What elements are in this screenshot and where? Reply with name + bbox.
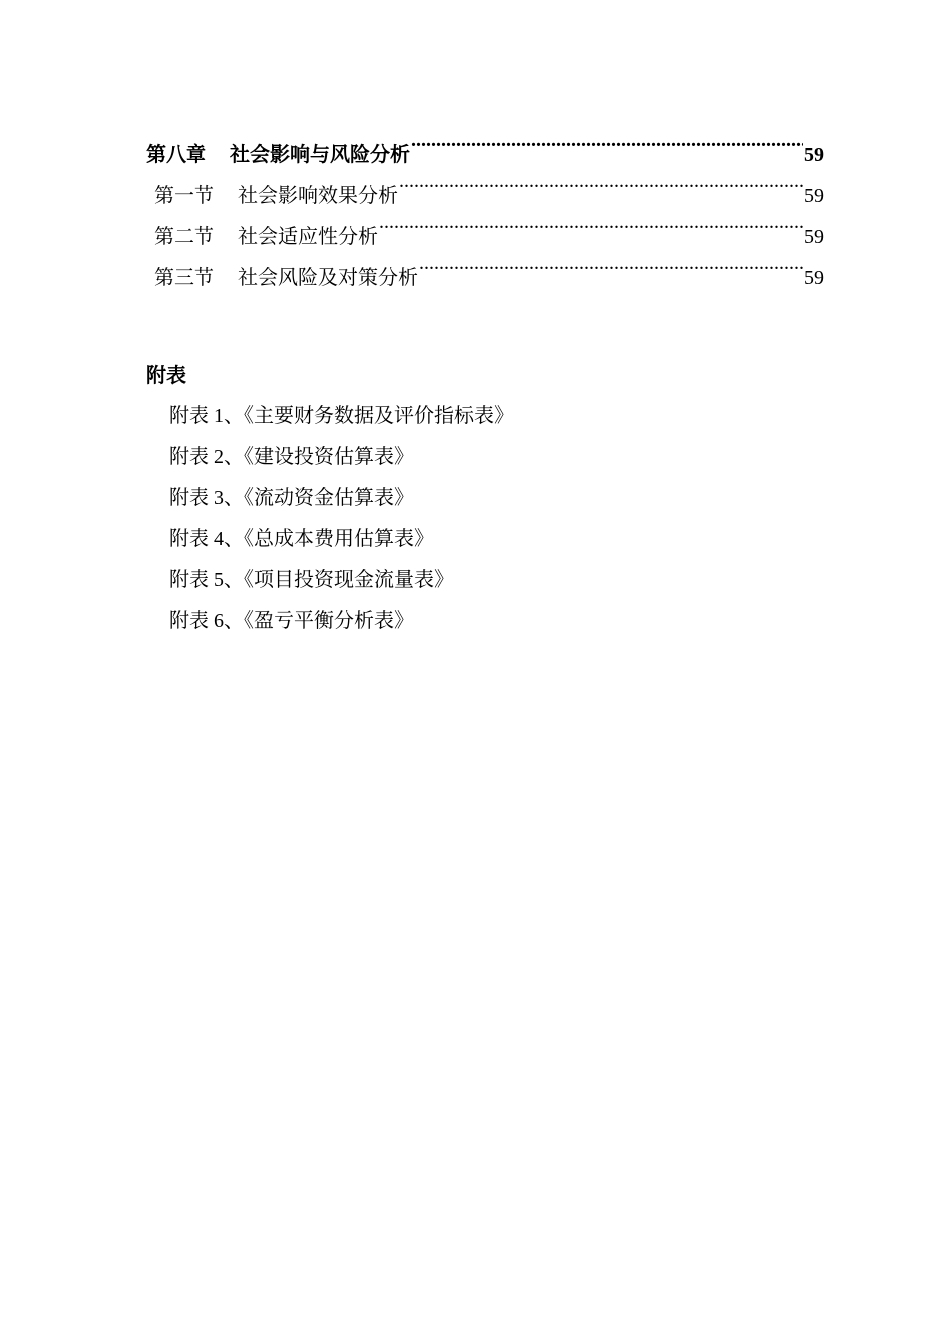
toc-section-title: 社会适应性分析 [238, 226, 378, 248]
toc-chapter-title: 社会影响与风险分析 [230, 144, 410, 166]
appendix-heading: 附表 [146, 365, 186, 387]
toc-dot-leader [419, 243, 803, 284]
toc-section-page: 59 [804, 226, 824, 248]
toc-section-number: 第二节 [154, 226, 214, 248]
appendix-item[interactable]: 附表 2、《建设投资估算表》 [169, 446, 414, 468]
toc-section-page: 59 [804, 267, 824, 289]
toc-section-title: 社会影响效果分析 [238, 185, 398, 207]
appendix-list [169, 396, 514, 642]
toc-dot-leader [379, 202, 803, 243]
appendix-item[interactable]: 附表 1、《主要财务数据及评价指标表》 [169, 405, 514, 427]
toc-dot-leader [411, 120, 803, 161]
toc-chapter-number: 第八章 [146, 144, 206, 166]
toc-chapter-page: 59 [804, 144, 824, 166]
appendix-item[interactable]: 附表 6、《盈亏平衡分析表》 [169, 610, 414, 632]
toc-dot-leader [399, 161, 803, 202]
toc-section-number: 第三节 [154, 267, 214, 289]
appendix-item[interactable]: 附表 3、《流动资金估算表》 [169, 487, 414, 509]
toc-section-number: 第一节 [154, 185, 214, 207]
toc-chapter-entry[interactable] [146, 120, 824, 166]
table-of-contents [146, 120, 824, 289]
toc-section-page: 59 [804, 185, 824, 207]
appendix-item[interactable]: 附表 4、《总成本费用估算表》 [169, 528, 434, 550]
appendix-item[interactable]: 附表 5、《项目投资现金流量表》 [169, 569, 454, 591]
toc-section-title: 社会风险及对策分析 [238, 267, 418, 289]
